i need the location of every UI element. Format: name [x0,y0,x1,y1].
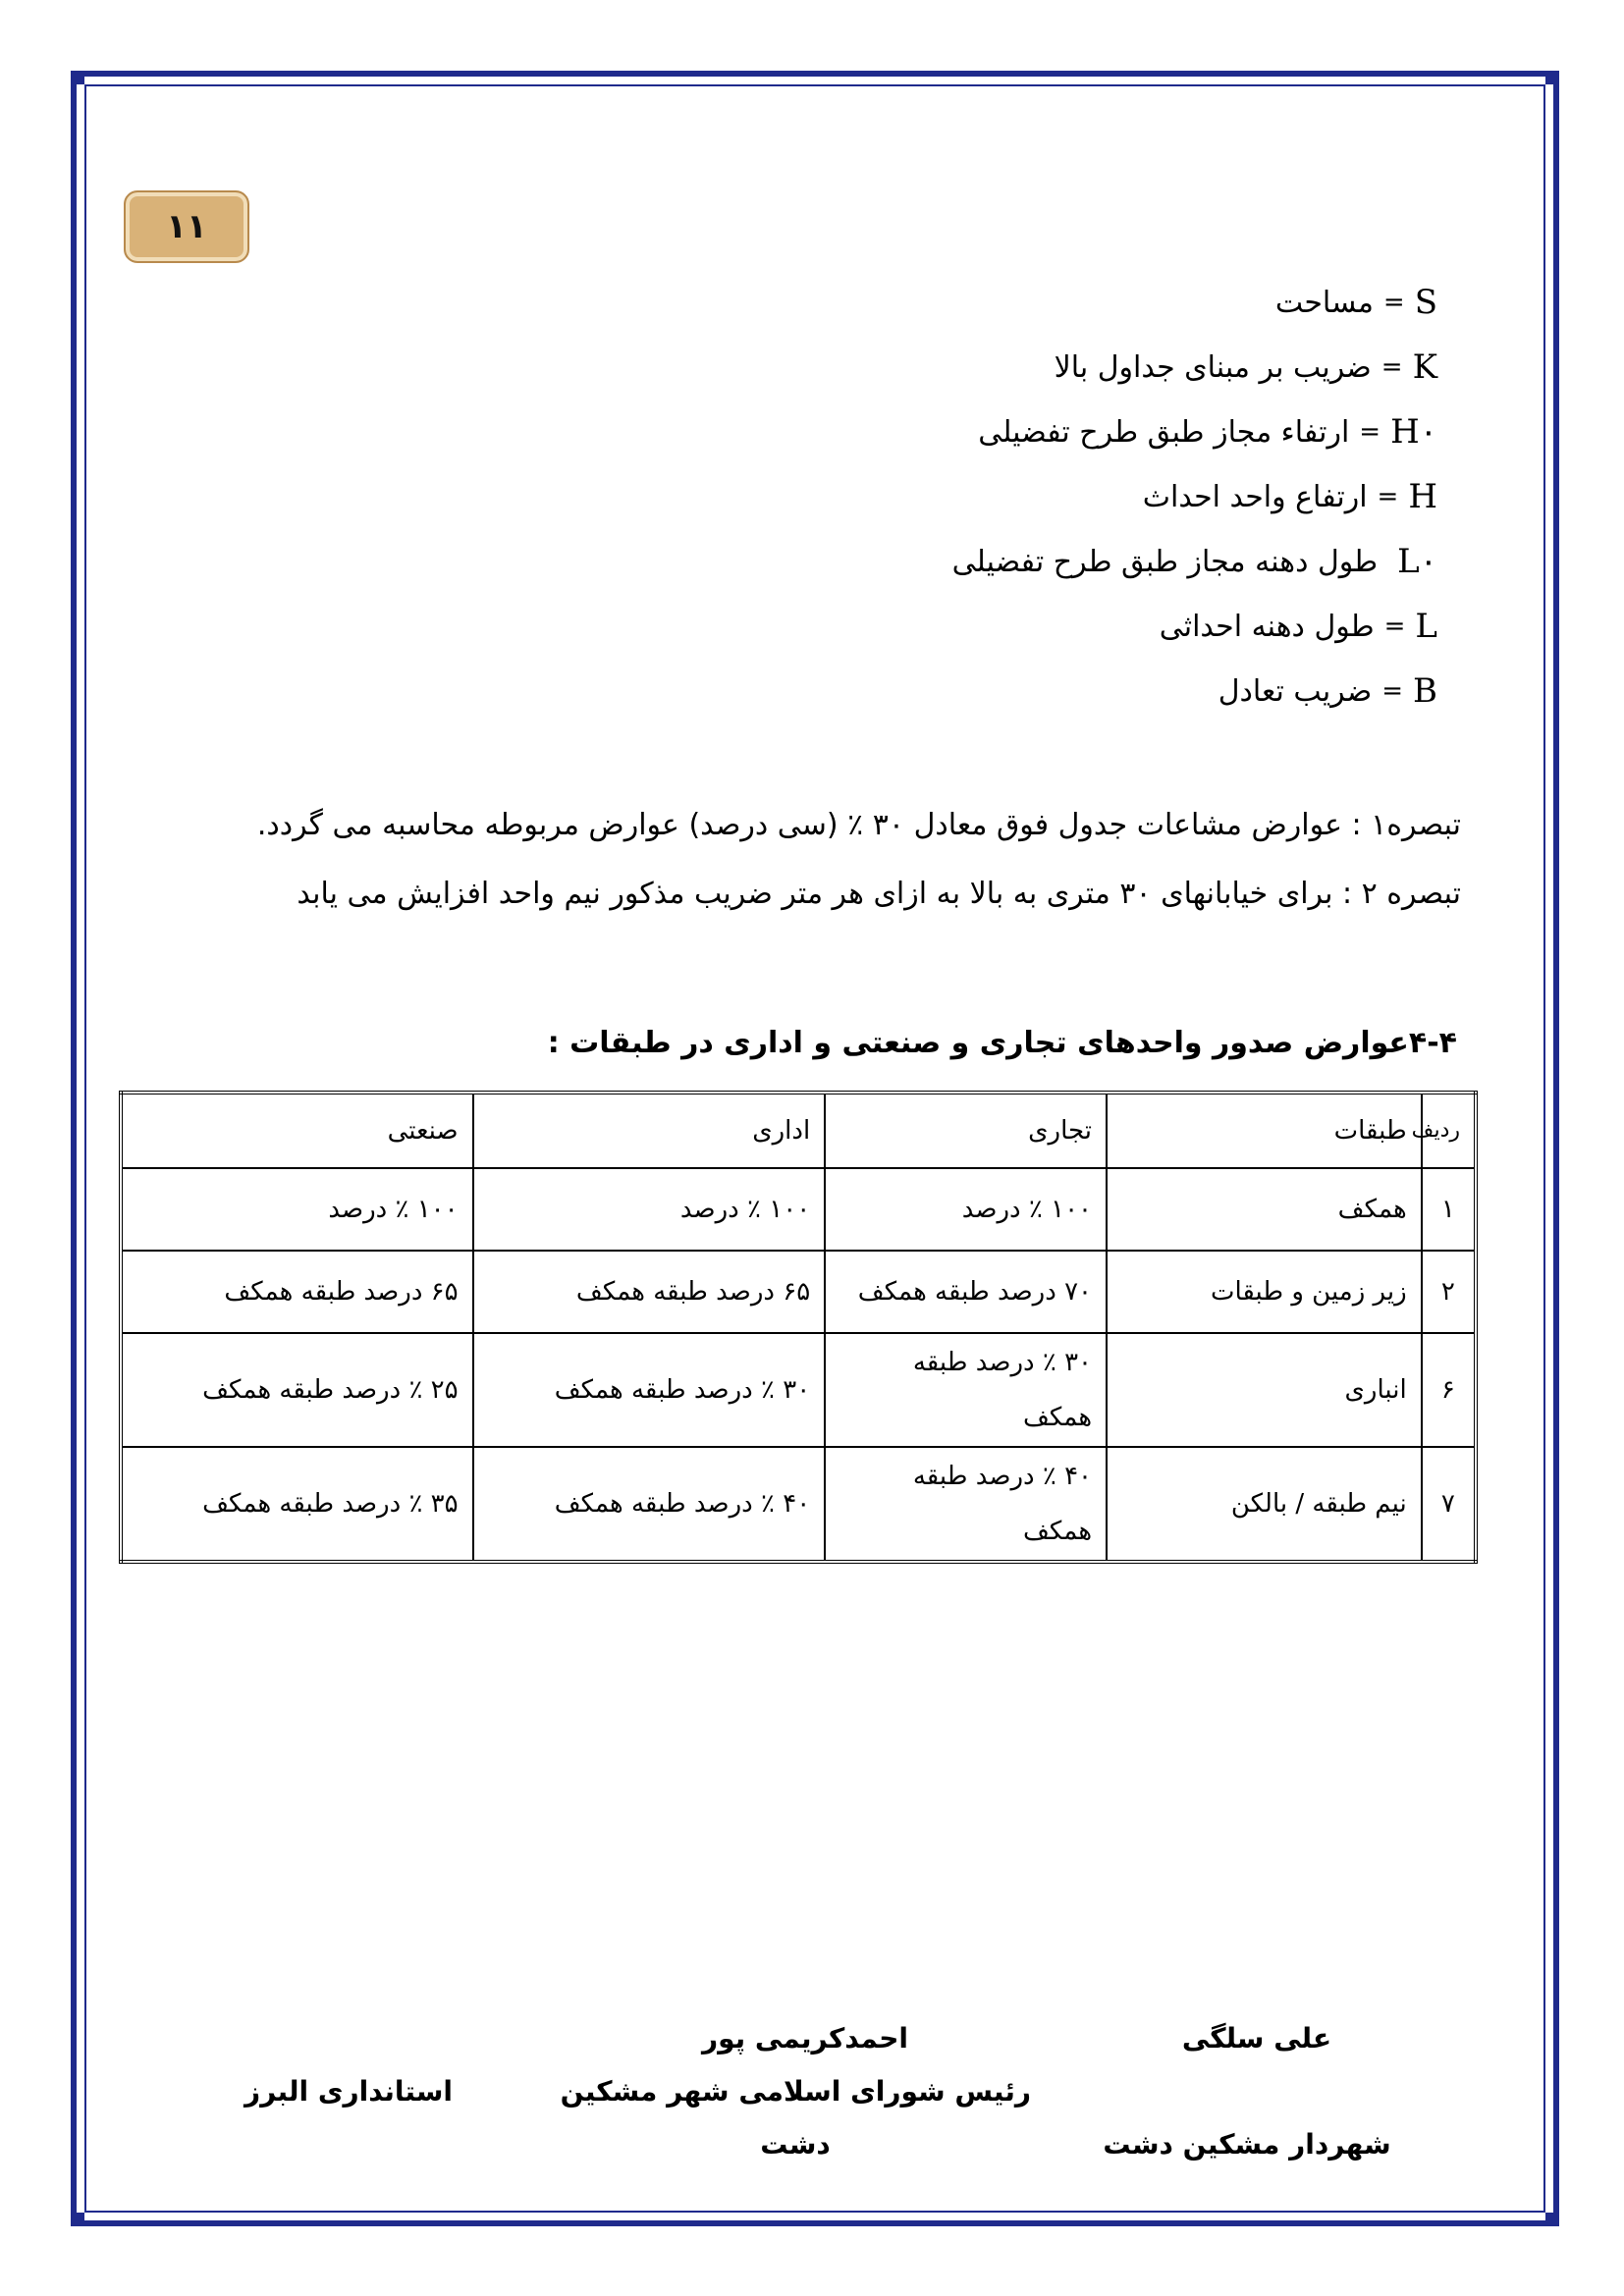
definition-equals: = [1380,352,1403,382]
definition-text: ضریب تعادل [1218,673,1373,709]
definition-symbol: L [1415,607,1437,646]
definition-text: ارتفاع واحد احداث [1142,479,1368,514]
header-cell: ردیف [1422,1093,1476,1168]
header-cell: تجاری [825,1093,1107,1168]
table-cell: ۶ [1422,1333,1476,1447]
frame-corner [71,2213,84,2226]
definition-equals: = [1381,676,1403,706]
mayor-title: شهردار مشکین دشت [1103,2128,1391,2161]
definition-line [750,335,1437,400]
definition-equals: = [1377,482,1399,511]
definition-symbol: H [1408,477,1437,516]
definition-text: ارتفاء مجاز طبق طرح تفضیلی [978,414,1350,450]
table-cell: ۶۵ درصد طبقه همکف [121,1251,473,1333]
table-cell: انباری [1107,1333,1422,1447]
definition-equals: = [1382,288,1405,317]
definition-line [750,464,1437,529]
definition-text: طول دهنه احداثی [1159,609,1375,644]
definition-line [750,594,1437,659]
table-row [121,1168,1476,1251]
definition-symbol: H۰ [1390,412,1437,452]
frame-corner [1545,71,1559,84]
council-head-title-cont: دشت [760,2128,831,2161]
table-cell: ۲۵ ٪ درصد طبقه همکف [121,1333,473,1447]
definition-line [750,659,1437,723]
definition-text: طول دهنه مجاز طبق طرح تفضیلی [951,544,1379,579]
table-cell: ۳۰ ٪ درصد طبقه همکف [473,1333,826,1447]
table-cell: ۷ [1422,1447,1476,1562]
table-cell: ۶۵ درصد طبقه همکف [473,1251,826,1333]
table-cell: ۷۰ درصد طبقه همکف [825,1251,1107,1333]
table-cell: ۴۰ ٪ درصد طبقه همکف [473,1447,826,1562]
definition-equals: = [1383,612,1406,641]
note-2: تبصره ۲ : برای خیابانهای ۳۰ متری به بالا به ازای هر متر ضریب مذکور نیم واحد افزایش می یابد [297,876,1461,911]
governorate-label: استانداری البرز [244,2075,453,2108]
table-row [121,1333,1476,1447]
definitions-list [750,270,1437,723]
council-head-name: احمدکریمی پور [702,2022,908,2055]
frame-corner [1545,2213,1559,2226]
definition-line [750,529,1437,594]
table-cell: همکف [1107,1168,1422,1251]
definition-equals: = [1359,417,1381,447]
table-cell: ۱۰۰ ٪ درصد [121,1168,473,1251]
table-cell: ۱۰۰ ٪ درصد [825,1168,1107,1251]
definition-symbol: B [1413,671,1437,711]
council-head-title: رئیس شورای اسلامی شهر مشکین [560,2075,1031,2108]
table-cell: ۳۰ ٪ درصد طبقه همکف [825,1333,1107,1447]
table-header-row [121,1093,1476,1168]
section-title: ۴-۴عوارض صدور واحدهای تجاری و صنعتی و اداری در طبقات : [547,1026,1457,1060]
definition-line [750,270,1437,335]
mayor-name: علی سلگی [1181,2022,1332,2055]
table-cell: ۳۵ ٪ درصد طبقه همکف [121,1447,473,1562]
frame-corner [71,71,84,84]
table-row [121,1447,1476,1562]
table-cell: نیم طبقه / بالکن [1107,1447,1422,1562]
tariff-table [119,1091,1478,1564]
header-cell: اداری [473,1093,826,1168]
definition-line [750,400,1437,464]
table-cell: ۴۰ ٪ درصد طبقه همکف [825,1447,1107,1562]
note-1: تبصره۱ : عوارض مشاعات جدول فوق معادل ۳۰ ٪ (سی درصد) عوارض مربوطه محاسبه می گردد. [256,807,1461,842]
definition-text: مساحت [1274,285,1374,320]
notes-block [256,790,1461,928]
definition-symbol: S [1414,283,1437,322]
table-cell: ۲ [1422,1251,1476,1333]
table-cell: زیر زمین و طبقات [1107,1251,1422,1333]
table-cell: ۱۰۰ ٪ درصد [473,1168,826,1251]
definition-text: ضریب بر مبنای جداول بالا [1054,349,1372,385]
header-cell: طبقات [1107,1093,1422,1168]
table-row [121,1251,1476,1333]
definition-symbol: L۰ [1397,542,1437,581]
header-cell: صنعتی [121,1093,473,1168]
table-cell: ۱ [1422,1168,1476,1251]
definition-symbol: K [1412,347,1437,387]
page-number-badge: ۱۱ [124,190,249,263]
